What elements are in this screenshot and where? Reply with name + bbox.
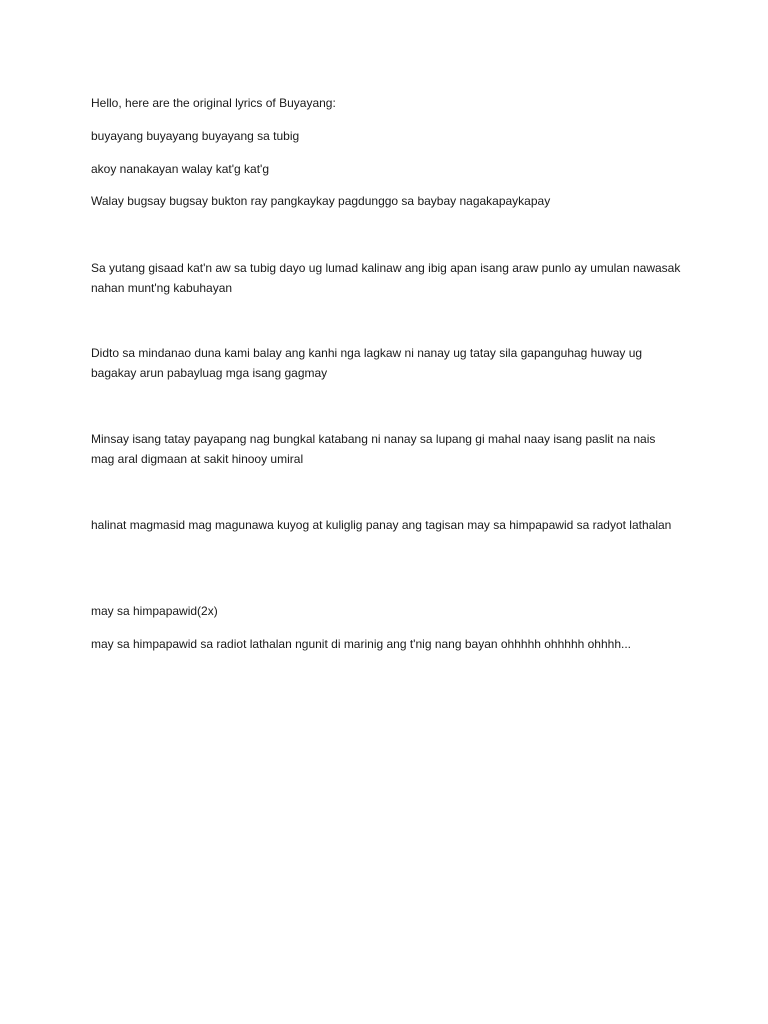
lyric-line: may sa himpapawid(2x) [91,604,218,618]
lyric-line: akoy nanakayan walay kat'g kat'g [91,162,270,176]
lyric-verse: Didto sa mindanao duna kami balay ang kanhi nga lagkaw ni nanay ug tatay sila gapanguhag huway ug bagakay arun pabayluag mga isang gagmay [91,346,643,380]
lyric-verse: Sa yutang gisaad kat'n aw sa tubig dayo ug lumad kalinaw ang ibig apan isang araw punlo ay umulan nawasak nahan munt'ng kabuhayan [91,261,681,295]
lyric-line: Walay bugsay bugsay bukton ray pangkaykay pagdunggo sa baybay nagakapaykapay [91,194,551,208]
lyric-line: buyayang buyayang buyayang sa tubig [91,129,300,143]
lyric-verse: halinat magmasid mag magunawa kuyog at kuliglig panay ang tagisan may sa himpapawid sa radyot lathalan [91,518,672,532]
intro-text: Hello, here are the original lyrics of Buyayang: [91,96,336,110]
lyric-verse: Minsay isang tatay payapang nag bungkal katabang ni nanay sa lupang gi mahal naay isang paslit na nais mag aral digmaan at sakit hinooy umiral [91,432,656,466]
lyric-line: may sa himpapawid sa radiot lathalan ngunit di marinig ang t'nig nang bayan ohhhhh ohhhhh ohhhh... [91,637,632,651]
